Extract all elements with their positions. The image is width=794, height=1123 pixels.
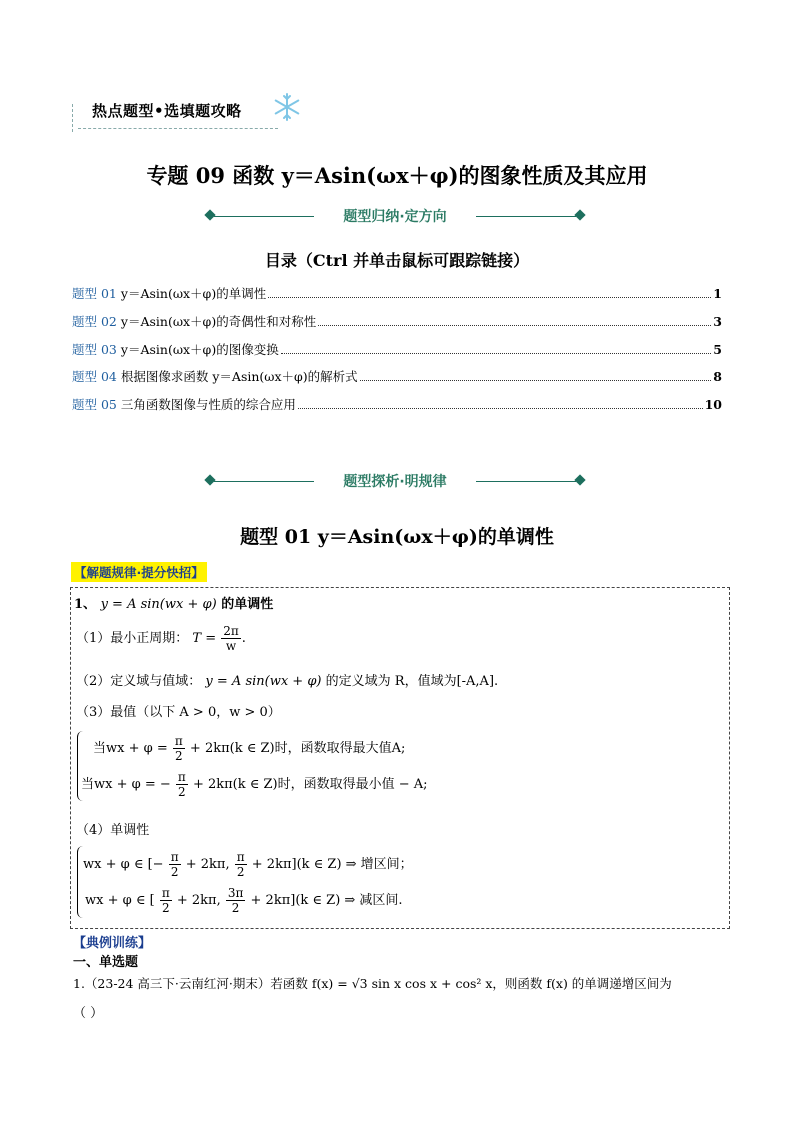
increasing-interval [83,850,413,879]
toc-item-text: y＝Asin(ωx＋φ)的单调性 [120,286,267,301]
fraction-denominator: 2 [161,901,170,915]
max-post: + 2kπ(k ∈ Z)时，函数取得最大值A; [189,741,406,756]
toc-item-page: 1 [713,286,722,301]
dec-fraction-2 [226,886,246,915]
training-tag: 【典例训练】 [73,936,152,951]
banner-text: 题型归纳·定方向 [343,209,447,225]
toc-item-1[interactable] [72,284,722,302]
toc-title: 目录（Ctrl 并单击鼠标可跟踪链接） [264,251,530,270]
inc-a: wx + φ ∈ [− [83,857,164,872]
question-type-heading: 一、单选题 [73,955,139,970]
max-fraction [173,734,185,763]
toc-item-2[interactable] [72,312,722,330]
domain-line [76,670,498,689]
toc-item-page: 10 [704,397,722,412]
fraction-numerator: π [161,886,170,900]
dec-fraction-1 [160,886,172,915]
dec-b: + 2kπ, [176,893,221,908]
inc-c: + 2kπ](k ∈ Z) ⇒ 增区间； [251,857,413,872]
fraction-denominator: 2 [236,865,245,879]
toc-leader [298,408,703,409]
header-divider [72,104,73,132]
toc-item-4[interactable] [72,367,722,385]
tips-tag: 【解题规律·提分快招】 [71,562,207,582]
toc-item-text: 三角函数图像与性质的综合应用 [120,397,296,412]
min-condition [81,770,428,799]
document-title: 专题 09 函数 y＝Asin(ωx＋φ)的图象性质及其应用 [146,163,648,188]
min-pre: 当wx + φ = − [81,777,171,792]
formula: y = A sin(wx + φ) [100,597,217,612]
min-post: + 2kπ(k ∈ Z)时，函数取得最小值 − A; [192,777,428,792]
toc-item-label: 题型 01 [72,286,117,301]
domain-text: 的定义域为 R，值域为[-A,A]. [325,674,499,689]
toc-item-text: y＝Asin(ωx＋φ)的图像变换 [120,342,279,357]
rule-heading [74,593,273,612]
banner-line-right [476,481,576,482]
banner-text: 题型探析·明规律 [343,474,447,490]
toc-item-page: 5 [713,342,722,357]
fraction-denominator: w [225,639,237,653]
banner-line-right [476,216,576,217]
header-underline [78,128,278,129]
toc-item-text: y＝Asin(ωx＋φ)的奇偶性和对称性 [120,314,317,329]
toc-leader [318,325,711,326]
monotonicity-heading: （4）单调性 [76,823,150,838]
max-condition [93,734,405,763]
section-title: 题型 01 y＝Asin(ωx＋φ)的单调性 [240,526,554,548]
inc-fraction-1 [169,850,181,879]
banner-analysis [200,474,590,490]
fraction-numerator: 3π [227,886,244,900]
formula: y = A sin(wx + φ) [205,674,322,689]
period-label: （1）最小正周期： [76,631,189,646]
fraction-denominator: 2 [178,785,186,799]
period-fraction [221,624,241,653]
min-fraction [176,770,188,799]
toc-item-label: 题型 04 [72,369,117,384]
toc-item-label: 题型 02 [72,314,117,329]
banner-categories [200,209,590,225]
dec-c: + 2kπ](k ∈ Z) ⇒ 减区间. [250,893,403,908]
inc-fraction-2 [235,850,247,879]
fraction-denominator: 2 [175,749,183,763]
fraction-numerator: π [177,770,186,784]
inc-b: + 2kπ, [185,857,230,872]
toc-item-label: 题型 05 [72,397,117,412]
toc-item-text: 根据图像求函数 y＝Asin(ωx＋φ)的解析式 [120,369,358,384]
extrema-heading: （3）最值（以下 A > 0，w > 0） [76,705,281,720]
snowflake-icon [272,92,302,122]
toc-leader [360,380,712,381]
fraction-denominator: 2 [170,865,179,879]
fraction-numerator: π [236,850,245,864]
fraction-numerator: π [174,734,183,748]
toc-item-label: 题型 03 [72,342,117,357]
period-lhs: T = [192,631,217,646]
max-pre: 当wx + φ = [93,741,168,756]
toc-item-page: 3 [713,314,722,329]
dec-a: wx + φ ∈ [ [85,893,155,908]
question-1-choice: （ ） [73,1006,104,1021]
header-label: 热点题型•选填题攻略 [92,102,242,120]
fraction-numerator: 2π [223,624,239,638]
decreasing-interval [85,886,403,915]
period-line: （1）最小正周期： T = $\frac{2\pi}{w}$ . [76,624,246,653]
toc-item-page: 8 [713,369,722,384]
rule-number: 1、 [74,597,97,612]
rules-box [70,587,730,929]
toc-item-3[interactable] [72,340,722,358]
question-1: 1.（23-24 高三下·云南红河·期末）若函数 f(x) = √3 sin x cos x + cos² x，则函数 f(x) 的单调递增区间为 [73,976,672,991]
domain-label: （2）定义域与值域： [76,674,202,689]
toc-leader [281,353,712,354]
fraction-numerator: π [170,850,179,864]
toc-item-5[interactable] [72,395,722,413]
fraction-denominator: 2 [231,901,240,915]
toc-leader [268,297,711,298]
rule-heading-text: 的单调性 [221,597,274,612]
